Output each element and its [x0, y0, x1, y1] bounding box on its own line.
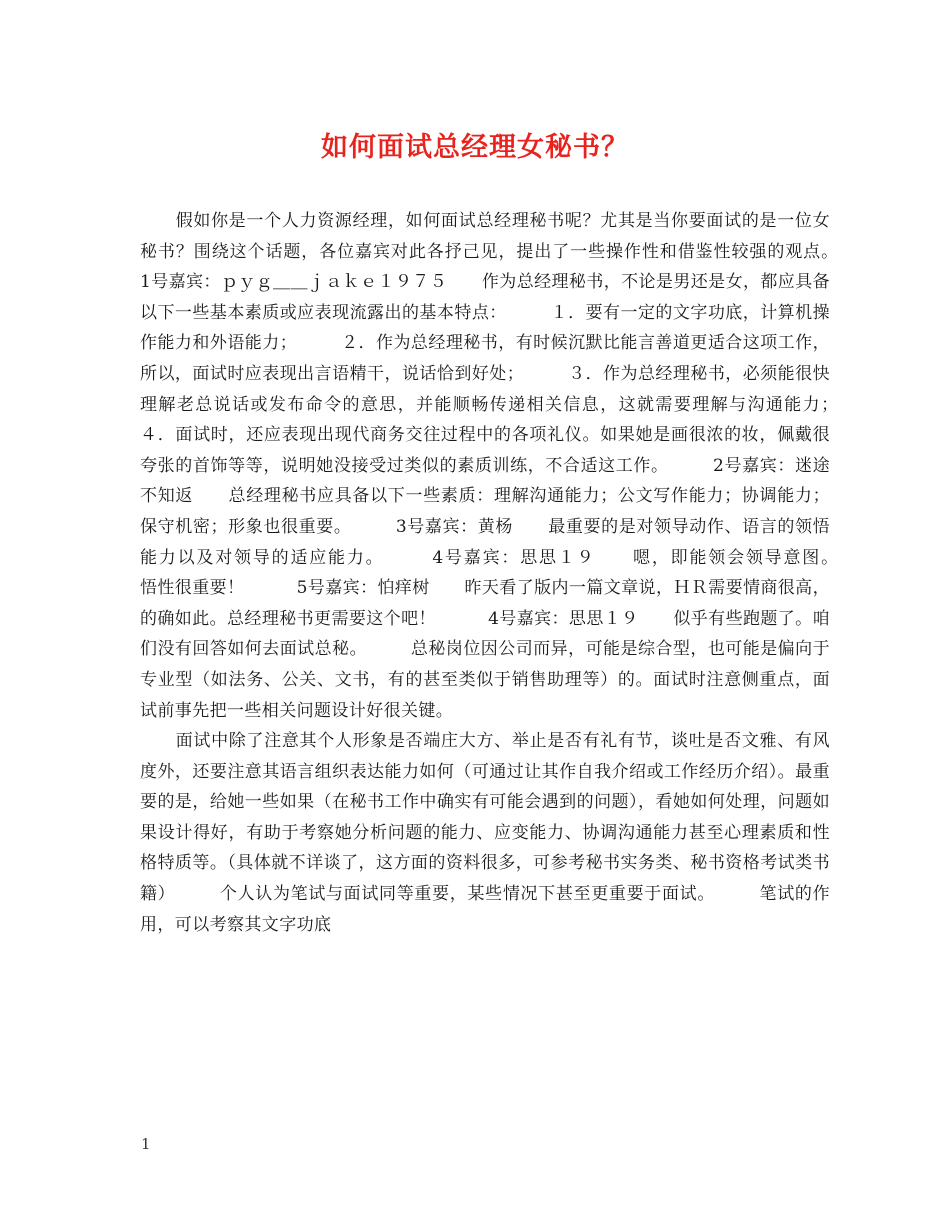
document-title: 如何面试总经理女秘书？ — [321, 132, 629, 163]
paragraph-1: 假如你是一个人力资源经理，如何面试总经理秘书呢？尤其是当你要面试的是一位女秘书？围绕这个话题，各位嘉宾对此各抒己见，提出了一些操作性和借鉴性较强的观点。 1号嘉宾：ｐｙｇ＿＿ｊａｋｅ１９７５ 作为总经理秘书，不论是男还是女，都应具备以下一些基本素质或应表现流露出的基本特点： １．要有一定的文字功底，计算机操作能力和外语能力； ２．作为总经理秘书，有时候沉默比能言善道更适合这项工作，所以，面试时应表现出言语精干，说话恰到好处； ３．作为总经理秘书，必须能很快理解老总说话或发布命令的意思，并能顺畅传递相关信息，这就需要理解与沟通能力； ４．面试时，还应表现出现代商务交往过程中的各项礼仪。如果她是画很浓的妆，佩戴很夸张的首饰等等，说明她没接受过类似的素质训练，不合适这工作。 2号嘉宾：迷途不知返 总经理秘书应具备以下一些素质：理解沟通能力；公文写作能力；协调能力；保守机密；形象也很重要。 3号嘉宾：黄杨 最重要的是对领导动作、语言的领悟能力以及对领导的适应能力。 4号嘉宾：思思１９ 嗯，即能领会领导意图。 悟性很重要！ 5号嘉宾：怕痒树 昨天看了版内一篇文章说，ＨＲ需要情商很高，的确如此。总经理秘书更需要这个吧！ 4号嘉宾：思思１９ 似乎有些跑题了。咱们没有回答如何去面试总秘。 总秘岗位因公司而异，可能是综合型，也可能是偏向于专业型（如法务、公关、文书，有的甚至类似于销售助理等）的。面试时注意侧重点，面试前事先把一些相关问题设计好很关键。 — [140, 211, 883, 721]
page-number: 1 — [141, 1135, 151, 1153]
document-body — [140, 206, 883, 940]
paragraph-2: 面试中除了注意其个人形象是否端庄大方、举止是否有礼有节，谈吐是否文雅、有风度外，还要注意其语言组织表达能力如何（可通过让其作自我介绍或工作经历介绍）。最重要的是，给她一些如果（在秘书工作中确实有可能会遇到的问题），看她如何处理，问题如果设计得好，有助于考察她分析问题的能力、应变能力、协调沟通能力甚至心理素质和性格特质等。（具体就不详谈了，这方面的资料很多，可参考秘书实务类、秘书资格考试类书籍） 个人认为笔试与面试同等重要，某些情况下甚至更重要于面试。 笔试的作用，可以考察其文字功底 — [140, 731, 830, 935]
